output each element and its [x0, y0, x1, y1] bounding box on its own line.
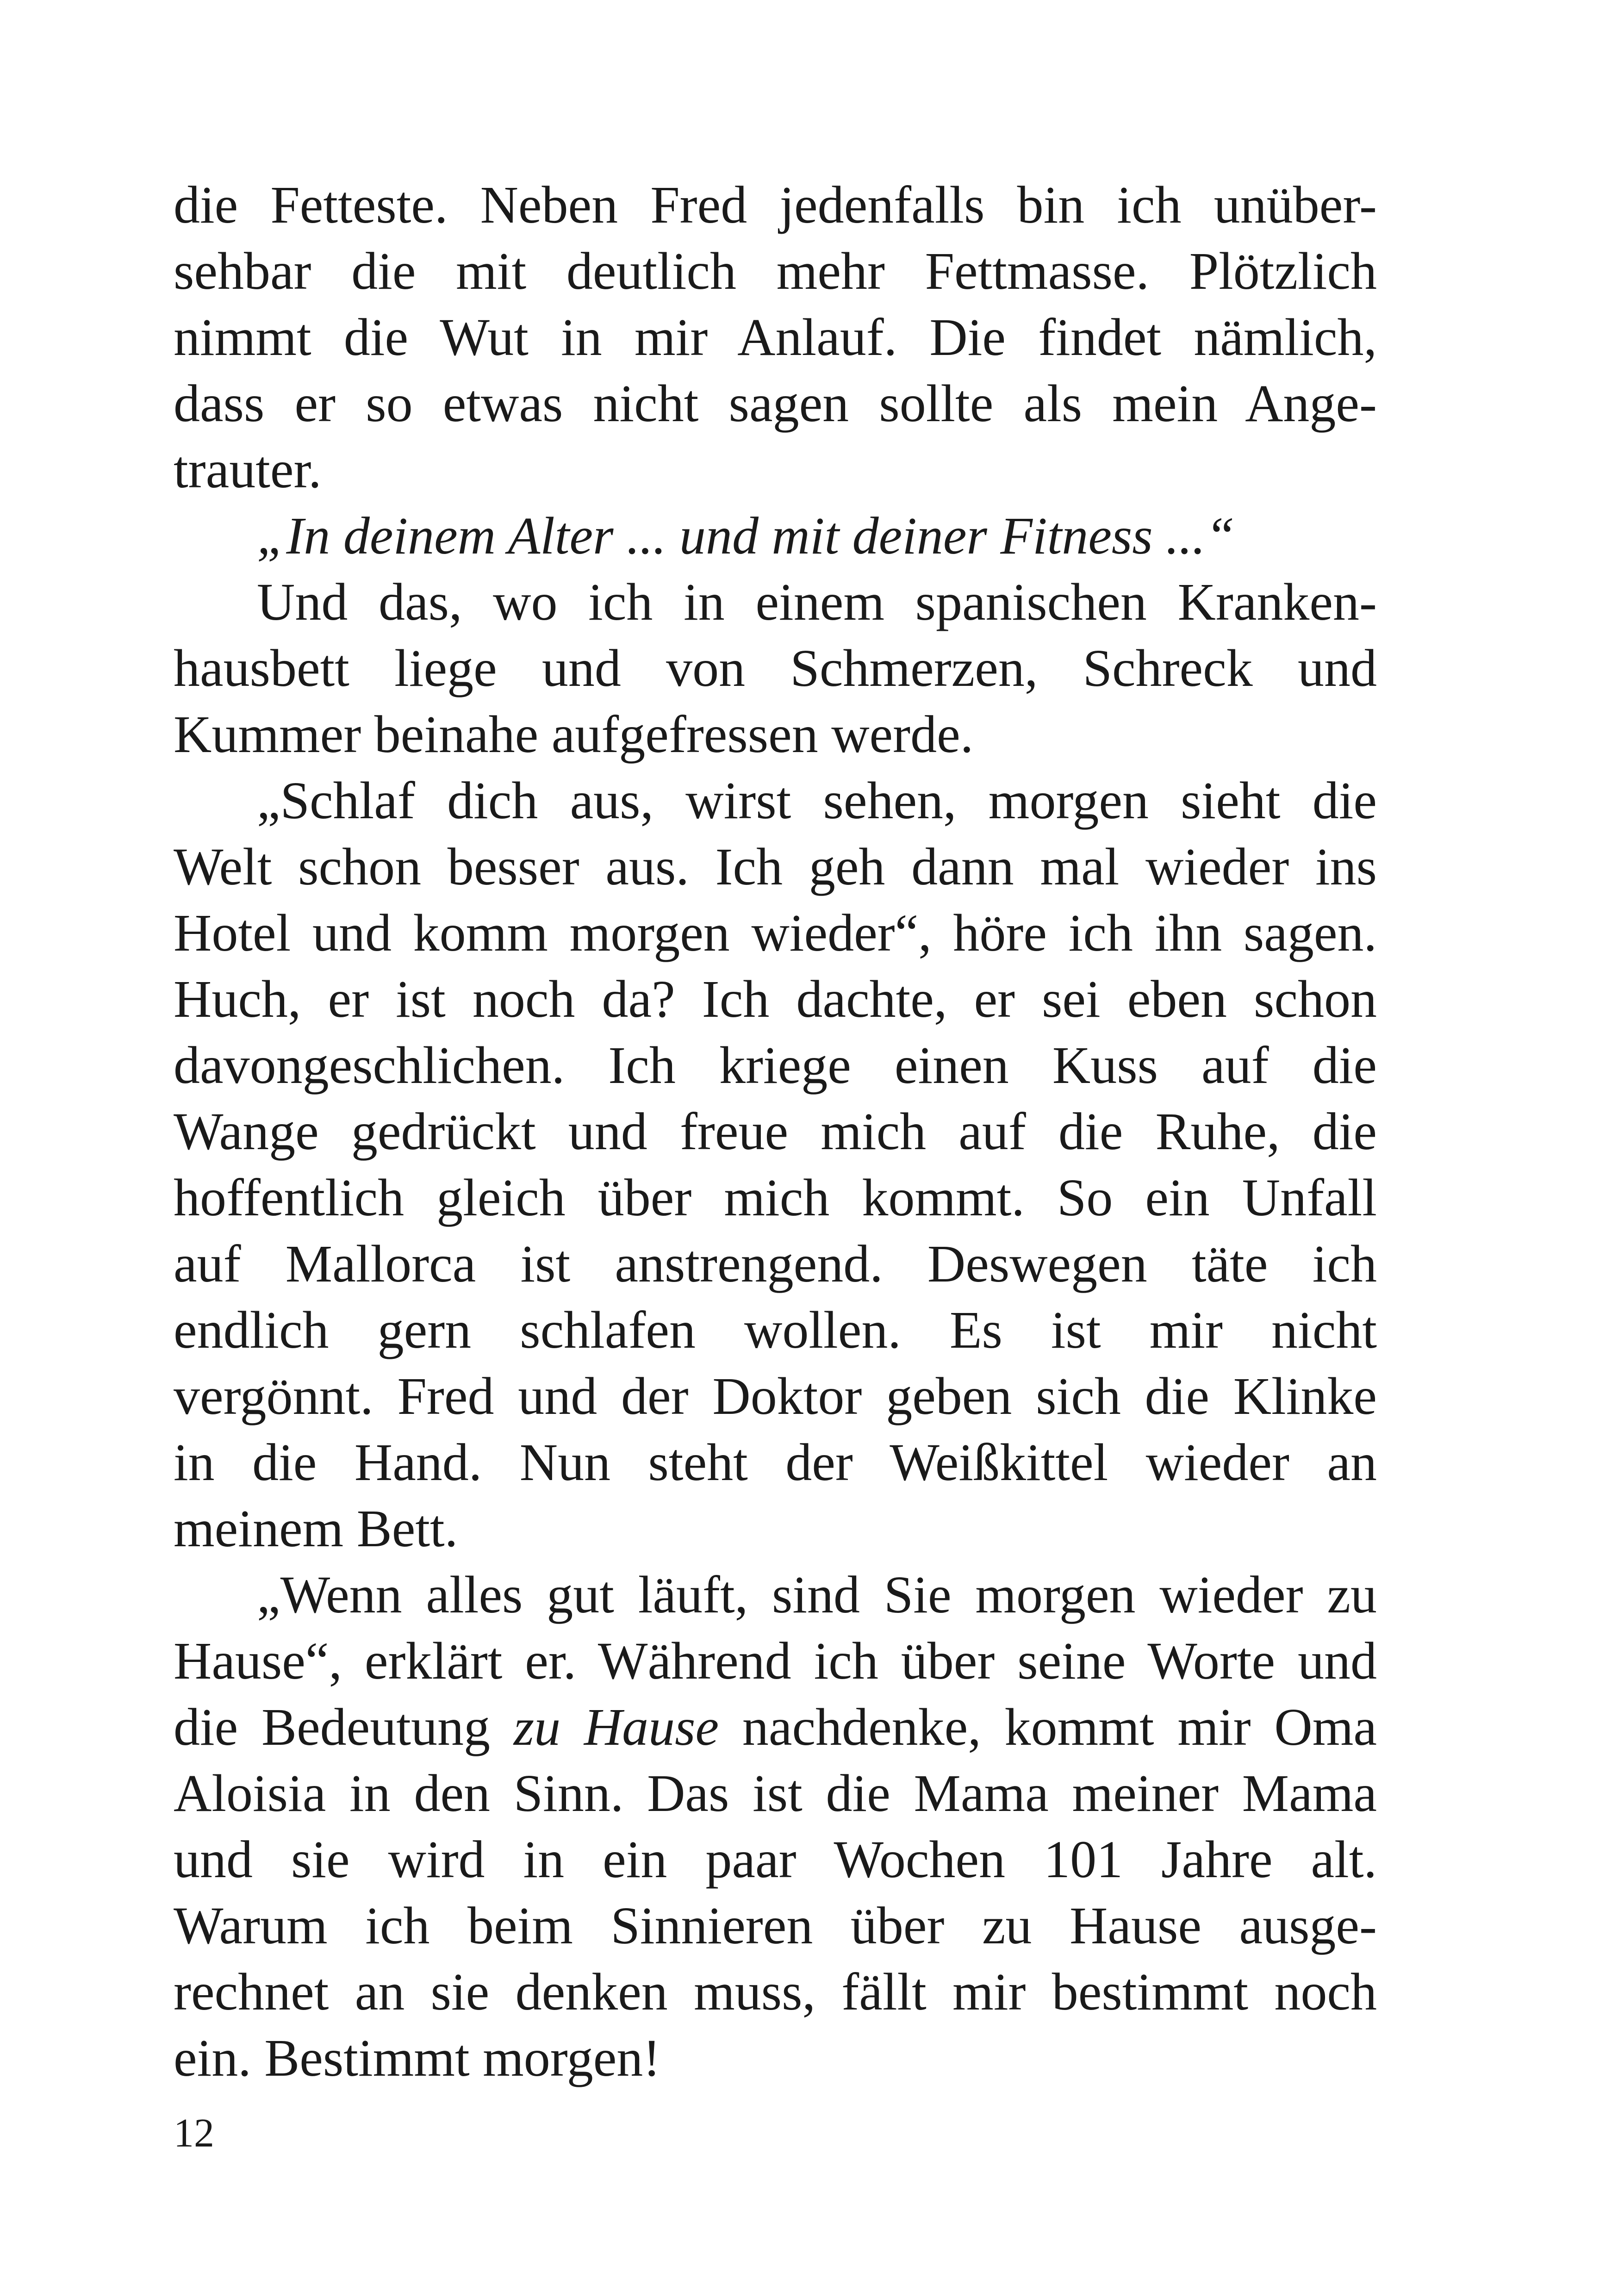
text-line [174, 767, 1377, 834]
text-segment: hoffentlich gleich über mich kommt. So ein Unfall [174, 1168, 1377, 1227]
text-segment: dass er so etwas nicht sagen sollte als mein Ange- [174, 374, 1377, 433]
text-line [174, 1164, 1377, 1231]
text-line [174, 1892, 1377, 1959]
text-line [174, 1495, 1377, 1562]
text-line [174, 569, 1377, 635]
text-segment: Huch, er ist noch da? Ich dachte, er sei eben schon [174, 970, 1377, 1028]
text-segment: Hause“, erklärt er. Während ich über seine Worte und [174, 1631, 1377, 1690]
text-segment: Warum ich beim Sinnieren über zu Hause ausge- [174, 1896, 1377, 1955]
text-segment: nachdenke, kommt mir Oma [719, 1698, 1377, 1756]
text-line [174, 1363, 1377, 1429]
text-line [174, 1032, 1377, 1098]
text-segment: rechnet an sie denken muss, fällt mir bestimmt noch [174, 1962, 1377, 2021]
text-line [174, 1231, 1377, 1297]
text-line [174, 900, 1377, 966]
text-segment: „Schlaf dich aus, wirst sehen, morgen sieht die [257, 771, 1377, 830]
text-segment: die Fetteste. Neben Fred jedenfalls bin ich unüber- [174, 175, 1377, 234]
text-line [174, 1760, 1377, 1826]
text-segment: in die Hand. Nun steht der Weißkittel wieder an [174, 1433, 1377, 1492]
text-line [174, 701, 1377, 767]
text-segment: nimmt die Wut in mir Anlauf. Die findet nämlich, [174, 308, 1377, 367]
text-segment: und sie wird in ein paar Wochen 101 Jahre alt. [174, 1830, 1377, 1889]
text-segment: Welt schon besser aus. Ich geh dann mal wieder ins [174, 837, 1377, 896]
italic-text: zu Hause [513, 1698, 719, 1756]
text-line [174, 238, 1377, 304]
text-segment: endlich gern schlafen wollen. Es ist mir nicht [174, 1300, 1377, 1359]
text-line [174, 1959, 1377, 2025]
text-segment: vergönnt. Fred und der Doktor geben sich die Klinke [174, 1367, 1377, 1425]
text-segment: „Wenn alles gut läuft, sind Sie morgen wieder zu [257, 1565, 1377, 1624]
text-segment: sehbar die mit deutlich mehr Fettmasse. Plötzlich [174, 242, 1377, 300]
text-line [174, 370, 1377, 436]
text-line [174, 503, 1377, 569]
text-line [174, 436, 1377, 503]
text-line [174, 172, 1377, 238]
text-line [174, 1098, 1377, 1164]
text-line [174, 635, 1377, 701]
text-segment: trauter. [174, 440, 322, 499]
text-segment: Wange gedrückt und freue mich auf die Ruhe, die [174, 1102, 1377, 1161]
text-line [174, 1694, 1377, 1760]
text-segment: Aloisia in den Sinn. Das ist die Mama meiner Mama [174, 1764, 1377, 1823]
italic-text: „In deinem Alter ... und mit deiner Fitness ...“ [257, 506, 1235, 565]
text-segment: ein. Bestimmt morgen! [174, 2028, 661, 2087]
text-line [174, 304, 1377, 370]
text-segment: Und das, wo ich in einem spanischen Kranken- [257, 572, 1377, 631]
text-line [174, 966, 1377, 1032]
text-segment: auf Mallorca ist anstrengend. Deswegen täte ich [174, 1234, 1377, 1293]
text-line [174, 1297, 1377, 1363]
text-line [174, 2025, 1377, 2091]
text-line [174, 834, 1377, 900]
text-segment: Hotel und komm morgen wieder“, höre ich ihn sagen. [174, 903, 1377, 962]
text-segment: Kummer beinahe aufgefressen werde. [174, 705, 974, 764]
text-segment: davongeschlichen. Ich kriege einen Kuss auf die [174, 1036, 1377, 1095]
page-number: 12 [174, 2111, 214, 2156]
text-segment: meinem Bett. [174, 1499, 458, 1558]
text-segment: hausbett liege und von Schmerzen, Schreck und [174, 639, 1377, 697]
text-line [174, 1628, 1377, 1694]
text-segment: die Bedeutung [174, 1698, 514, 1756]
text-line [174, 1429, 1377, 1495]
text-line [174, 1562, 1377, 1628]
text-line [174, 1826, 1377, 1892]
